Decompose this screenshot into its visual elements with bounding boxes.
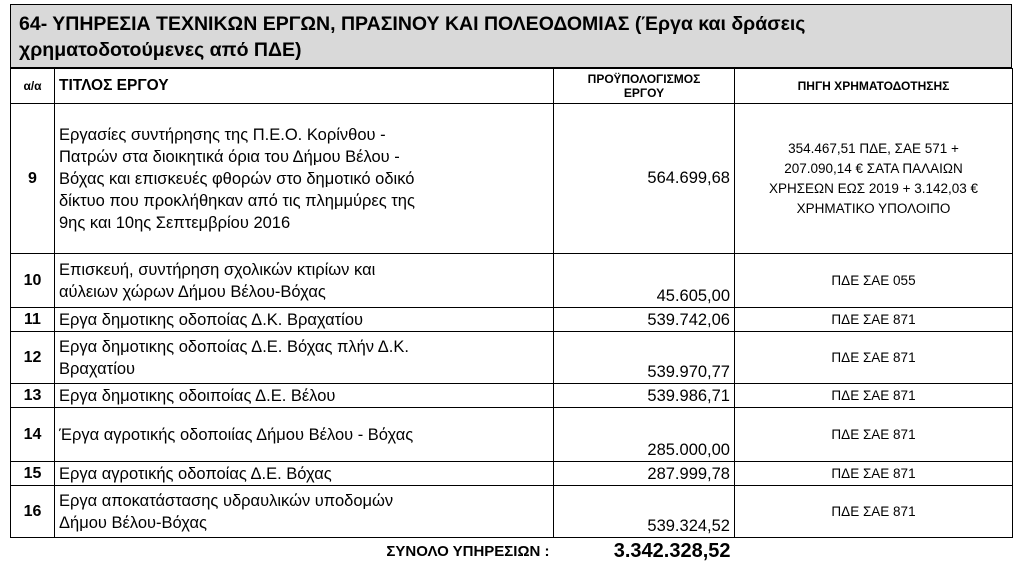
row-number: 10 xyxy=(11,254,55,308)
project-title-line: Βόχας και επισκευές φθορών στο δημοτικό οδικό xyxy=(59,169,415,188)
funding-source xyxy=(735,104,1013,254)
project-title xyxy=(55,308,554,332)
project-title-line: Εργα δημοτικης οδοποίας Δ.Ε. Βόχας πλήν Δ.Κ. xyxy=(59,337,409,356)
row-number: 9 xyxy=(11,104,55,254)
table-row xyxy=(11,254,1013,308)
funding-source xyxy=(735,332,1013,384)
project-title-line: δίκτυο που προκλήθηκαν από τις πλημμύρες της xyxy=(59,191,415,210)
header-budget-line1: ΠΡΟΫΠΟΛΟΓΙΣΜΟΣ xyxy=(587,72,701,86)
table-row xyxy=(11,104,1013,254)
total-row xyxy=(11,538,1013,565)
table-row xyxy=(11,408,1013,462)
section-title-line1: 64- ΥΠΗΡΕΣΙΑ ΤΕΧΝΙΚΩΝ ΕΡΓΩΝ, ΠΡΑΣΙΝΟΥ ΚΑΙ ΠΟΛΕΟΔΟΜΙΑΣ (Έργα και δράσεις xyxy=(19,13,806,35)
header-budget-line2: ΕΡΓΟΥ xyxy=(623,86,665,100)
row-number: 12 xyxy=(11,332,55,384)
project-title xyxy=(55,462,554,486)
project-title xyxy=(55,254,554,308)
row-number: 13 xyxy=(11,384,55,408)
total-spacer xyxy=(11,538,55,565)
project-title xyxy=(55,104,554,254)
funding-source-line: ΠΔΕ ΣΑΕ 871 xyxy=(831,311,916,327)
project-budget: 285.000,00 xyxy=(554,408,735,462)
header-row xyxy=(11,69,1013,104)
project-title-line: αύλειων χώρων Δήμου Βέλου-Βόχας xyxy=(59,282,326,301)
project-title-line: Πατρών στα διοικητικά όρια του Δήμου Βέλου - xyxy=(59,147,400,166)
header-aa: α/α xyxy=(11,69,55,104)
funding-source-line: ΠΔΕ ΣΑΕ 871 xyxy=(831,349,916,365)
table-row xyxy=(11,308,1013,332)
funding-source xyxy=(735,462,1013,486)
section-title xyxy=(10,4,1012,68)
project-budget: 539.970,77 xyxy=(554,332,735,384)
project-budget: 539.324,52 xyxy=(554,486,735,538)
project-title-line: Εργα αποκατάστασης υδραυλικών υποδομών xyxy=(59,491,394,510)
project-budget: 45.605,00 xyxy=(554,254,735,308)
funding-source-line: ΠΔΕ ΣΑΕ 055 xyxy=(831,272,916,288)
total-label: ΣΥΝΟΛΟ ΥΠΗΡΕΣΙΩΝ : xyxy=(386,542,550,560)
header-funding-source: ΠΗΓΗ ΧΡΗΜΑΤΟΔΟΤΗΣΗΣ xyxy=(735,69,1013,104)
row-number: 11 xyxy=(11,308,55,332)
table-row xyxy=(11,486,1013,538)
project-title-line: Έργα αγροτικής οδοποιίας Δήμου Βέλου - Βόχας xyxy=(59,425,414,444)
funding-source xyxy=(735,384,1013,408)
table-body xyxy=(11,104,1013,538)
table-row xyxy=(11,384,1013,408)
header-project-title: ΤΙΤΛΟΣ ΕΡΓΟΥ xyxy=(55,69,554,104)
project-title xyxy=(55,384,554,408)
projects-table xyxy=(10,68,1013,564)
funding-source-line: 354.467,51 ΠΔΕ, ΣΑΕ 571 + xyxy=(788,140,959,156)
funding-source xyxy=(735,308,1013,332)
table-row xyxy=(11,462,1013,486)
project-title-line: 9ης και 10ης Σεπτεμβρίου 2016 xyxy=(59,213,291,232)
funding-source-line: ΠΔΕ ΣΑΕ 871 xyxy=(831,426,916,442)
project-title xyxy=(55,332,554,384)
project-title-line: Δήμου Βέλου-Βόχας xyxy=(59,513,207,532)
project-title-line: Επισκευή, συντήρηση σχολικών κτιρίων και xyxy=(59,260,376,279)
row-number: 15 xyxy=(11,462,55,486)
project-title-line: Εργα αγροτικής οδοποίας Δ.Ε. Βόχας xyxy=(59,464,332,483)
funding-source-line: ΠΔΕ ΣΑΕ 871 xyxy=(831,465,916,481)
project-title-line: Βραχατίου xyxy=(59,359,136,378)
funding-source-line: ΠΔΕ ΣΑΕ 871 xyxy=(831,503,916,519)
table-row xyxy=(11,332,1013,384)
project-title xyxy=(55,408,554,462)
project-budget: 564.699,68 xyxy=(554,104,735,254)
project-title-line: Εργασίες συντήρησης της Π.Ε.Ο. Κορίνθου - xyxy=(59,125,386,144)
funding-source xyxy=(735,486,1013,538)
project-title-line: Εργα δημοτικης οδοποίας Δ.Κ. Βραχατίου xyxy=(59,310,364,329)
project-budget: 539.986,71 xyxy=(554,384,735,408)
section-title-line2: χρηματοδοτούμενες από ΠΔΕ) xyxy=(19,39,302,61)
row-number: 14 xyxy=(11,408,55,462)
total-value: 3.342.328,52 xyxy=(613,539,731,562)
project-title-line: Εργα δημοτικης οδοιποίας Δ.Ε. Βέλου xyxy=(59,386,336,405)
budget-sheet xyxy=(10,4,1012,564)
funding-source xyxy=(735,254,1013,308)
header-budget xyxy=(554,69,735,104)
funding-source-line: ΧΡΗΜΑΤΙΚΟ ΥΠΟΛΟΙΠΟ xyxy=(796,200,951,216)
funding-source-line: ΠΔΕ ΣΑΕ 871 xyxy=(831,387,916,403)
funding-source-line: 207.090,14 € ΣΑΤΑ ΠΑΛΑΙΩΝ xyxy=(784,160,963,176)
funding-source xyxy=(735,408,1013,462)
project-title xyxy=(55,486,554,538)
row-number: 16 xyxy=(11,486,55,538)
project-budget: 287.999,78 xyxy=(554,462,735,486)
total-spacer-right xyxy=(735,538,1013,565)
funding-source-line: ΧΡΗΣΕΩΝ ΕΩΣ 2019 + 3.142,03 € xyxy=(768,180,979,196)
project-budget: 539.742,06 xyxy=(554,308,735,332)
